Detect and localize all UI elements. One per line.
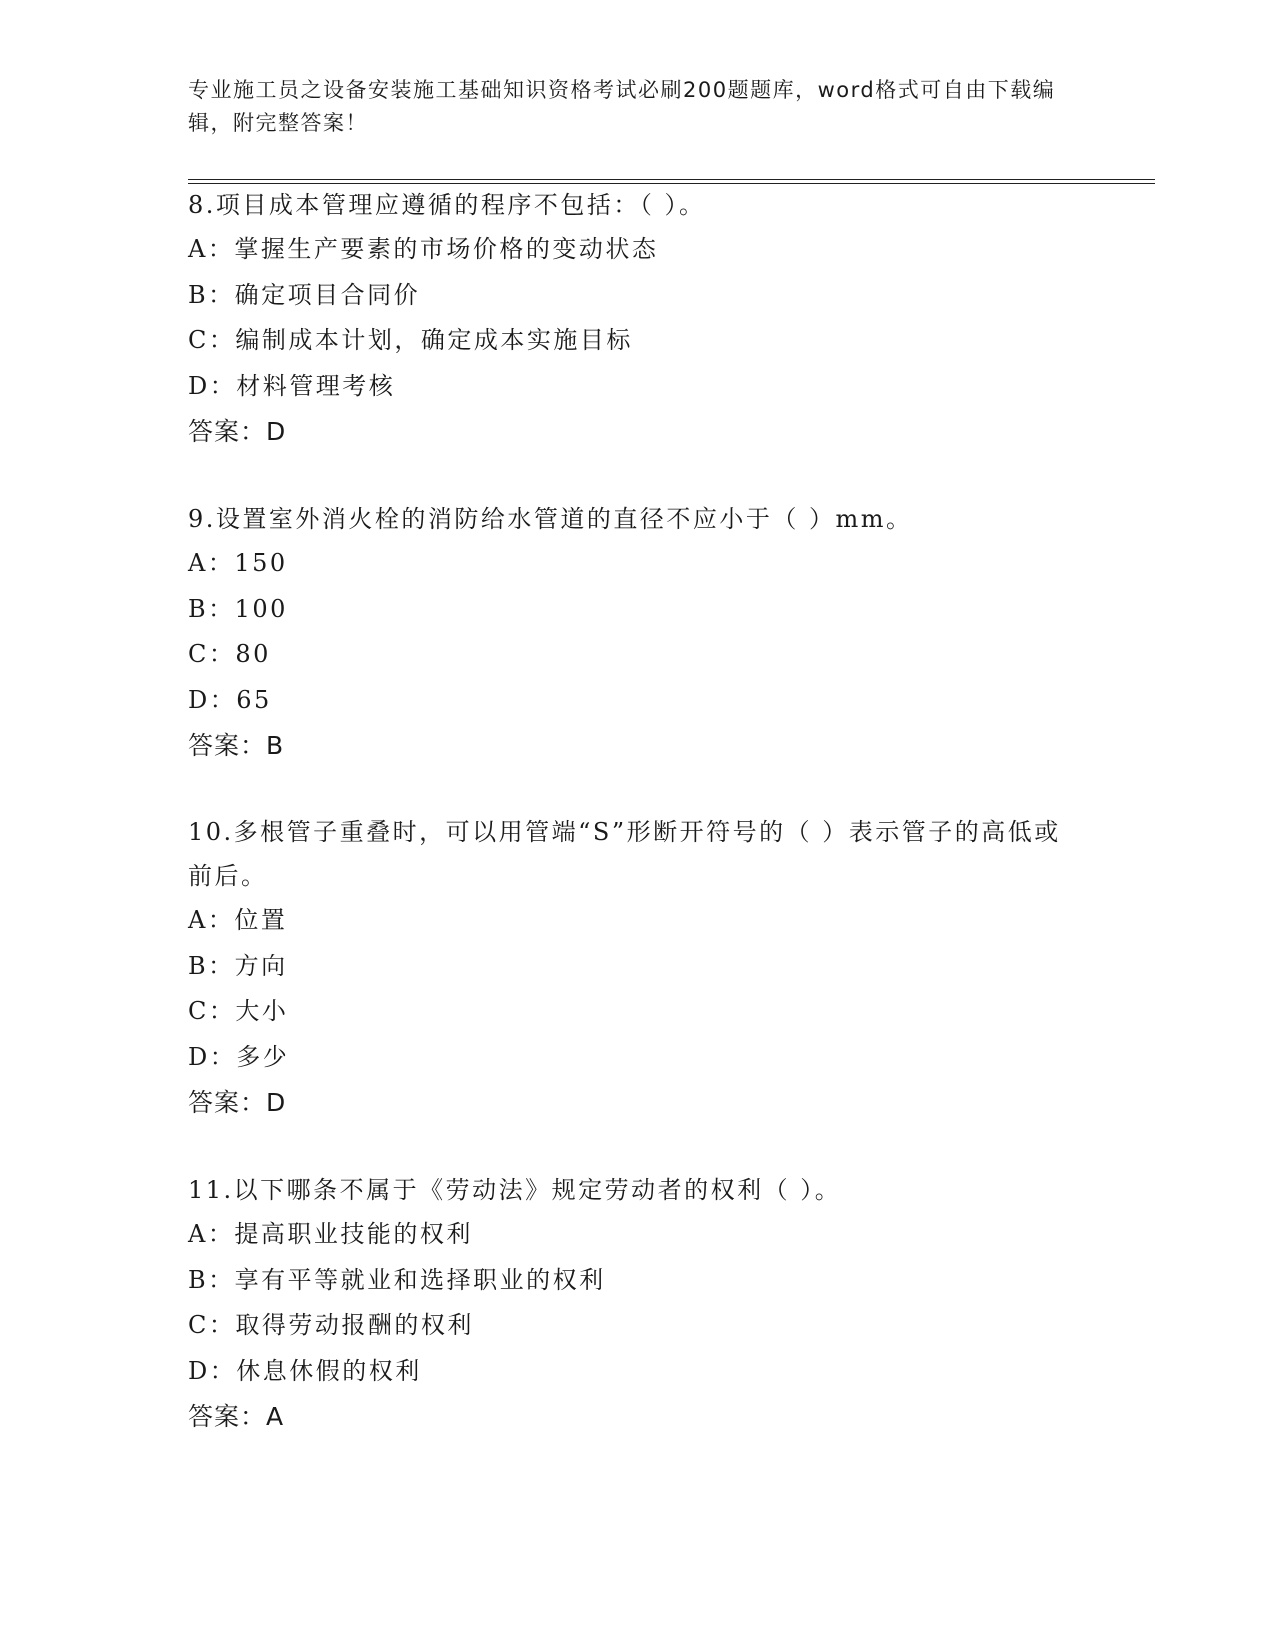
- option-a: A：150: [188, 549, 288, 577]
- question-stem: 11.以下哪条不属于《劳动法》规定劳动者的权利（ ）。: [188, 1176, 842, 1204]
- question-stem: 10.多根管子重叠时，可以用管端“S”形断开符号的（ ）表示管子的高低或前后。: [188, 818, 1061, 890]
- question-11: [188, 1168, 1088, 1439]
- option-a: A：提高职业技能的权利: [188, 1220, 473, 1248]
- option-c: C：80: [188, 640, 271, 668]
- header-divider-top: [188, 179, 1155, 180]
- question-10: [188, 810, 1068, 1125]
- option-c: C：大小: [188, 997, 289, 1025]
- question-stem: 8.项目成本管理应遵循的程序不包括：（ ）。: [188, 191, 706, 219]
- option-b: B：方向: [188, 951, 288, 980]
- option-d: D：休息休假的权利: [188, 1356, 422, 1385]
- option-b: B：100: [188, 594, 288, 623]
- document-header: [188, 74, 1068, 140]
- option-a: A：位置: [188, 906, 288, 934]
- option-d: D：65: [188, 685, 272, 714]
- document-title: 专业施工员之设备安装施工基础知识资格考试必刷200题题库，word格式可自由下载编辑，附完整答案！: [188, 78, 1056, 135]
- option-d: D：多少: [188, 1042, 290, 1071]
- option-a: A：掌握生产要素的市场价格的变动状态: [188, 235, 659, 263]
- question-8: [188, 183, 1088, 454]
- answer-label: 答案：D: [188, 1088, 287, 1117]
- question-stem: 9.设置室外消火栓的消防给水管道的直径不应小于（ ）mm。: [188, 505, 913, 533]
- option-c: C：取得劳动报酬的权利: [188, 1311, 474, 1339]
- answer-label: 答案：A: [188, 1402, 285, 1431]
- answer-label: 答案：B: [188, 731, 285, 760]
- answer-label: 答案：D: [188, 417, 287, 446]
- option-c: C：编制成本计划，确定成本实施目标: [188, 326, 633, 354]
- option-b: B：享有平等就业和选择职业的权利: [188, 1265, 606, 1294]
- question-9: [188, 497, 1088, 768]
- option-b: B：确定项目合同价: [188, 280, 421, 309]
- option-d: D：材料管理考核: [188, 371, 396, 400]
